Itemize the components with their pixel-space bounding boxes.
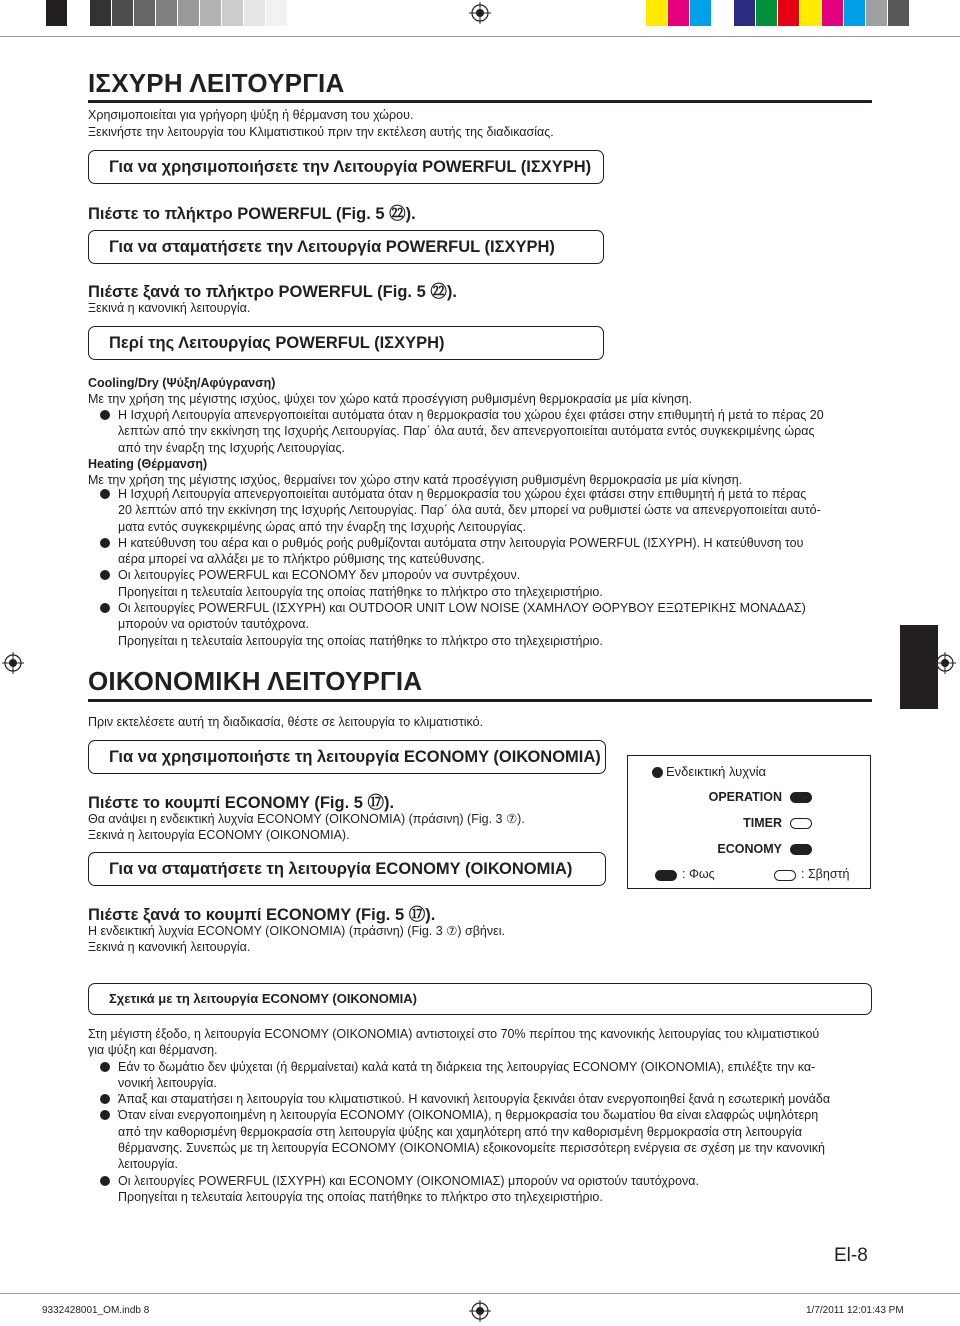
economy-stop-box: Για να σταματήσετε τη λειτουργία ECONOMY (ΟΙΚΟΝΟΜΙΑ): [88, 852, 606, 886]
footer-date: 1/7/2011 12:01:43 PM: [806, 1305, 904, 1316]
bullet-icon: [100, 1062, 110, 1072]
color-swatch: [690, 0, 712, 26]
bullet-icon: [100, 489, 110, 499]
color-swatch: [668, 0, 690, 26]
bullet-icon: [100, 1110, 110, 1120]
color-swatch: [178, 0, 200, 26]
footer-file: 9332428001_OM.indb 8: [42, 1305, 150, 1316]
color-swatch: [778, 0, 800, 26]
economy-intro: Πριν εκτελέσετε αυτή τη διαδικασία, θέστε σε λειτουργία το κλιματιστικό.: [88, 715, 484, 729]
powerful-intro-1: Χρησιμοποιείται για γρήγορη ψύξη ή θέρμανση του χώρου.: [88, 108, 414, 122]
heading-rule: [88, 699, 872, 702]
color-swatch: [90, 0, 112, 26]
powerful-stop-note: Ξεκινά η κανονική λειτουργία.: [88, 301, 251, 315]
color-swatch: [712, 0, 734, 26]
legend-on-label: : Φως: [682, 867, 715, 881]
bullet-icon: [100, 1094, 110, 1104]
economy-stop-step: Πιέστε ξανά το κουμπί ECONOMY (Fig. 5 ⑰).: [88, 906, 436, 924]
color-swatch: [244, 0, 266, 26]
color-swatch: [68, 0, 90, 26]
economy-use-note-1: Θα ανάψει η ενδεικτική λυχνία ECONOMY (ΟΙΚΟΝΟΜΙΑ) (πράσινη) (Fig. 3 ⑦).: [88, 812, 525, 826]
color-swatch: [888, 0, 910, 26]
bullet-icon: [100, 410, 110, 420]
legend-off-label: : Σβηστή: [801, 867, 850, 881]
powerful-stop-box: Για να σταματήσετε την Λειτουργία POWERFUL (ΙΣΧΥΡΗ): [88, 230, 604, 264]
lamp-label-economy: ECONOMY: [717, 842, 782, 856]
economy-stop-note-1: Η ενδεικτική λυχνία ECONOMY (ΟΙΚΟΝΟΜΙΑ) (πράσινη) (Fig. 3 ⑦) σβήνει.: [88, 924, 505, 938]
grayscale-color-bar: [46, 0, 288, 26]
economy-use-note-2: Ξεκινά η λειτουργία ECONOMY (ΟΙΚΟΝΟΜΙΑ).: [88, 828, 350, 842]
color-swatch: [756, 0, 778, 26]
bullet-icon: [100, 570, 110, 580]
bullet-icon: [100, 603, 110, 613]
trim-line: [0, 1293, 960, 1294]
process-color-bar: [646, 0, 910, 26]
cooling-title: Cooling/Dry (Ψύξη/Αφύγρανση): [88, 376, 276, 390]
lamp-timer-icon: [790, 818, 812, 829]
bullet-icon: [100, 1176, 110, 1186]
economy-heading: ΟΙΚΟΝΟΜΙΚΗ ΛΕΙΤΟΥΡΓΙΑ: [88, 666, 423, 696]
lamp-label-operation: OPERATION: [708, 790, 782, 804]
color-swatch: [46, 0, 68, 26]
registration-mark-icon: [469, 2, 491, 24]
cooling-bullet: Η Ισχυρή Λειτουργία απενεργοποιείται αυτόματα όταν η θερμοκρασία του χώρου έχει φτάσει στην επιθυμητή ή μετά το πέρας 20 λεπτών από την εκκίνηση της Ισχυρής Λειτουργίας. Παρ΄ όλα αυτά, δεν απενεργοποιείται αυτόματα εντός συγκεκριμένης ώρας από την έναρξη της Ισχυρής Λειτουργίας.: [88, 407, 824, 456]
economy-use-box: Για να χρησιμοποιήστε τη λειτουργία ECONOMY (ΟΙΚΟΝΟΜΙΑ): [88, 740, 606, 774]
color-swatch: [822, 0, 844, 26]
heating-bullets: Η Ισχυρή Λειτουργία απενεργοποιείται αυτόματα όταν η θερμοκρασία του χώρου έχει φτάσει στην επιθυμητή ή μετά το πέρας 20 λεπτών από την εκκίνηση της Ισχυρής Λειτουργίας. Παρ΄ όλα αυτά, δεν μπορεί να ρυθμιστεί ώστε να απενεργοποιείται αυτό- ματα εντός συγκεκριμένης ώρας από την έναρξη της Ισχυρής Λειτουργίας. Η κατεύθυνση του αέρα και ο ρυθμός ροής ρυθμίζονται αυτόματα στην λειτουργία POWERFUL (ΙΣΧΥΡΗ). Η κατεύθυνση του αέρα μπορεί να αλλάξει με το πλήκτρο ρύθμισης της κατεύθυνσης. Οι λειτουργίες POWERFUL και ECONOMY δεν μπορούν να συντρέχουν. Προηγείται η τελευταία λειτουργία της οποίας πατήθηκε το πλήκτρο στο τηλεχειριστήριο. Οι λειτουργίες POWERFUL (ΙΣΧΥΡΗ) και OUTDOOR UNIT LOW NOISE (ΧΑΜΗΛΟΥ ΘΟΡΥΒΟΥ ΕΞΩΤΕΡΙΚΗΣ ΜΟΝΑΔΑΣ) μπορούν να οριστούν ταυτόχρονα. Προηγείται η τελευταία λειτουργία της οποίας πατήθηκε το πλήκτρο στο τηλεχειριστήριο.: [88, 486, 821, 649]
bullet-icon: [652, 767, 663, 778]
color-swatch: [266, 0, 288, 26]
lamp-off-legend-icon: [774, 870, 796, 881]
economy-stop-note-2: Ξεκινά η κανονική λειτουργία.: [88, 940, 251, 954]
lamp-on-legend-icon: [655, 870, 677, 881]
powerful-stop-step: Πιέστε ξανά το πλήκτρο POWERFUL (Fig. 5 ㉒).: [88, 283, 457, 301]
color-swatch: [200, 0, 222, 26]
color-swatch: [646, 0, 668, 26]
powerful-use-step: Πιέστε το πλήκτρο POWERFUL (Fig. 5 ㉒).: [88, 205, 416, 223]
cooling-text: Με την χρήση της μέγιστης ισχύος, ψύχει τον χώρο κατά προσέγγιση ρυθμισμένη θερμοκρασία με μία κίνηση.: [88, 392, 693, 406]
registration-mark-icon: [469, 1300, 491, 1322]
lamp-operation-icon: [790, 792, 812, 803]
color-swatch: [112, 0, 134, 26]
lamp-panel-title: Ενδεικτική λυχνία: [666, 764, 766, 779]
indicator-lamp-panel: [627, 755, 871, 889]
page-number: El-8: [834, 1245, 868, 1266]
heating-title: Heating (Θέρμανση): [88, 457, 208, 471]
economy-use-step: Πιέστε το κουμπί ECONOMY (Fig. 5 ⑰).: [88, 794, 395, 812]
color-swatch: [800, 0, 822, 26]
economy-about-box: Σχετικά με τη λειτουργία ECONOMY (ΟΙΚΟΝΟΜΙΑ): [88, 983, 872, 1015]
color-swatch: [134, 0, 156, 26]
bullet-icon: [100, 538, 110, 548]
language-thumb-tab: [900, 625, 938, 709]
economy-about-text: Στη μέγιστη έξοδο, η λειτουργία ECONOMY (ΟΙΚΟΝΟΜΙΑ) αντιστοιχεί στο 70% περίπου της κανονικής λειτουργίας του κλιματιστικού για ψύξη και θέρμανση. Εάν το δωμάτιο δεν ψύχεται (ή θερμαίνεται) καλά κατά τη διάρκεια της λειτουργίας ECONOMY (ΟΙΚΟΝΟΜΙΑ), επιλέξτε την κα- νονική λειτουργία. Άπαξ και σταματήσει η λειτουργία του κλιματιστικού. Η κανονική λειτουργία ξεκινάει όταν ενεργοποιηθεί ξανά η εσωτερική μονάδα Όταν είναι ενεργοποιημένη η λειτουργία ECONOMY (ΟΙΚΟΝΟΜΙΑ), η θερμοκρασία του δωματίου θα είναι ελαφρώς υψηλότερη από την καθορισμένη θερμοκρασία στη λειτουργία ψύξης και χαμηλότερη από την καθορισμένη θερμοκρασία στη λειτουργία θέρμανσης. Συνεπώς με τη λειτουργία ECONOMY (ΟΙΚΟΝΟΜΙΑ) εξοικονομείτε περισσότερη ενέργεια σε σχέση με την κανονική λειτουργία. Οι λειτουργίες POWERFUL (ΙΣΧΥΡΗ) και ECONOMY (ΟΙΚΟΝΟΜΙΑΣ) μπορούν να οριστούν ταυτόχρονα. Προηγείται η τελευταία λειτουργία της οποίας πατήθηκε το πλήκτρο στο τηλεχειριστήριο.: [88, 1027, 831, 1204]
powerful-about-box: Περί της Λειτουργίας POWERFUL (ΙΣΧΥΡΗ): [88, 326, 604, 360]
color-swatch: [866, 0, 888, 26]
lamp-economy-icon: [790, 844, 812, 855]
color-swatch: [156, 0, 178, 26]
heading-rule: [88, 100, 872, 103]
heating-text: Με την χρήση της μέγιστης ισχύος, θερμαίνει τον χώρο στην κατά προσέγγιση ρυθμισμένη θερμοκρασία με μία κίνηση.: [88, 473, 743, 487]
color-swatch: [734, 0, 756, 26]
color-swatch: [844, 0, 866, 26]
powerful-use-box: Για να χρησιμοποιήσετε την Λειτουργία POWERFUL (ΙΣΧΥΡΗ): [88, 150, 604, 184]
trim-line: [0, 36, 960, 37]
powerful-heading: ΙΣΧΥΡΗ ΛΕΙΤΟΥΡΓΙΑ: [88, 68, 345, 98]
color-swatch: [222, 0, 244, 26]
lamp-label-timer: TIMER: [743, 816, 782, 830]
registration-mark-icon: [2, 652, 24, 674]
powerful-intro-2: Ξεκινήστε την λειτουργία του Κλιματιστικού πριν την εκτέλεση αυτής της διαδικασίας.: [88, 125, 554, 139]
